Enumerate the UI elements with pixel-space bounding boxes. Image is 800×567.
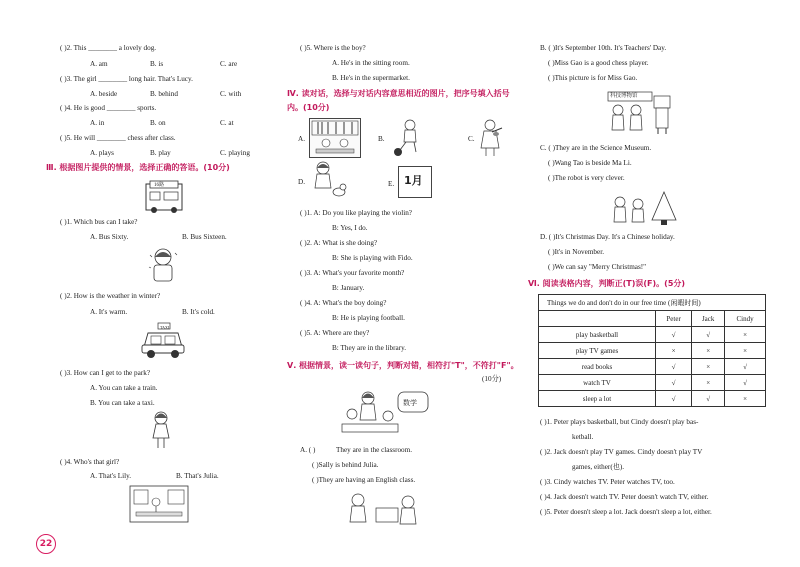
s3q2-stem: ( )2. How is the weather in winter? bbox=[60, 292, 161, 300]
statement-a-1: They are in the classroom. bbox=[336, 446, 413, 454]
statement-a-label: A. ( ) bbox=[300, 446, 316, 454]
judgement-1-line1: ( )1. Peter plays basketball, but Cindy doesn't play bas- bbox=[540, 418, 699, 426]
dialog-1-question: ( )1. A: Do you like playing the violin? bbox=[300, 209, 412, 217]
statement-d-1: D. ( )It's Christmas Day. It's a Chinese holiday. bbox=[540, 233, 675, 241]
mark-cell: √ bbox=[656, 327, 692, 343]
q2-option-a: A. am bbox=[90, 60, 108, 68]
judgement-3: ( )3. Cindy watches TV. Peter watches TV, too. bbox=[540, 478, 675, 486]
statement-b-1: B. ( )It's September 10th. It's Teachers' Day. bbox=[540, 44, 667, 52]
section-4-title-line1: Ⅳ. 读对话，选择与对话内容意思相近的图片，把序号填入括号 bbox=[287, 89, 510, 98]
statement-a-3: ( )They are having an English class. bbox=[312, 476, 416, 484]
activity-cell: sleep a lot bbox=[539, 391, 656, 407]
dialog-2-answer: B: She is playing with Fido. bbox=[332, 254, 413, 262]
dialog-3-question: ( )3. A: What's your favorite month? bbox=[300, 269, 405, 277]
girl-with-dog-image bbox=[309, 160, 347, 200]
s3q2-option-a: A. It's warm. bbox=[90, 308, 128, 316]
section-3-title: Ⅲ. 根据图片提供的情景，选择正确的答语。(10分) bbox=[46, 163, 230, 172]
taxi-sign: TAXI bbox=[160, 325, 170, 330]
section-6-title: Ⅵ. 阅读表格内容，判断正(T)误(F)。(5分) bbox=[528, 279, 686, 288]
dialog-5-question: ( )5. A: Where are they? bbox=[300, 329, 370, 337]
s3q3-option-a: A. You can take a train. bbox=[90, 384, 158, 392]
cold-girl-image bbox=[147, 247, 179, 285]
section-4-title-line2: 内。(10分) bbox=[287, 103, 330, 112]
table-row bbox=[539, 391, 766, 407]
mark-cell: × bbox=[725, 343, 766, 359]
section-5-title: Ⅴ. 根据情景，读一读句子，判断对错，相符打"T"，不符打"F"。 bbox=[287, 361, 519, 370]
s3q3-stem: ( )3. How can I get to the park? bbox=[60, 369, 151, 377]
mark-cell: × bbox=[692, 375, 725, 391]
q4-option-a: A. in bbox=[90, 119, 105, 127]
statement-b-3: ( )This picture is for Miss Gao. bbox=[548, 74, 638, 82]
q3-option-b: B. behind bbox=[150, 90, 178, 98]
mark-cell: √ bbox=[692, 327, 725, 343]
violin-girl-image bbox=[476, 118, 504, 158]
mark-cell: √ bbox=[725, 359, 766, 375]
table-header-blank bbox=[539, 311, 656, 327]
museum-sign: 科技博物馆 bbox=[610, 93, 638, 99]
table-header-jack: Jack bbox=[692, 311, 725, 327]
dialog-2-question: ( )2. A: What is she doing? bbox=[300, 239, 378, 247]
s3q4-option-a: A. That's Lily. bbox=[90, 472, 132, 480]
judgement-4: ( )4. Jack doesn't watch TV. Peter doesn't watch TV, either. bbox=[540, 493, 709, 501]
table-row bbox=[539, 343, 766, 359]
section-5-score: (10分) bbox=[482, 375, 502, 383]
s3q1-option-a: A. Bus Sixty. bbox=[90, 233, 129, 241]
c2-q5-option-b: B. He's in the supermarket. bbox=[332, 74, 410, 82]
s3q4-stem: ( )4. Who's that girl? bbox=[60, 458, 120, 466]
mark-cell: × bbox=[725, 391, 766, 407]
q2-option-b: B. is bbox=[150, 60, 164, 68]
q2-stem: ( )2. This ________ a lovely dog. bbox=[60, 44, 157, 52]
mark-cell: √ bbox=[656, 391, 692, 407]
mark-cell: √ bbox=[692, 391, 725, 407]
q3-option-c: C. with bbox=[220, 90, 242, 98]
judgement-5: ( )5. Peter doesn't sleep a lot. Jack doesn't sleep a lot, either. bbox=[540, 508, 712, 516]
free-time-table bbox=[538, 294, 766, 407]
calendar-text: 1月 bbox=[404, 174, 423, 187]
s3q2-option-b: B. It's cold. bbox=[182, 308, 215, 316]
statement-a-2: ( )Sally is behind Julia. bbox=[312, 461, 379, 469]
mark-cell: × bbox=[692, 359, 725, 375]
mark-cell: √ bbox=[656, 359, 692, 375]
football-boy-image bbox=[390, 118, 426, 158]
judgement-1-line2: ketball. bbox=[572, 433, 594, 441]
picture-label-e: E. bbox=[388, 180, 395, 188]
classroom-scene-image bbox=[128, 482, 190, 524]
mark-cell: √ bbox=[725, 375, 766, 391]
dialog-1-answer: B: Yes, I do. bbox=[332, 224, 368, 232]
q4-stem: ( )4. He is good ________ sports. bbox=[60, 104, 157, 112]
judgement-2-line2: games, either(也). bbox=[572, 463, 625, 471]
dialog-5-answer: B: They are in the library. bbox=[332, 344, 407, 352]
table-row bbox=[539, 375, 766, 391]
statement-c-2: ( )Wang Tao is beside Ma Li. bbox=[548, 159, 632, 167]
q5-stem: ( )5. He will ________ chess after class. bbox=[60, 134, 176, 142]
statement-c-3: ( )The robot is very clever. bbox=[548, 174, 625, 182]
judgement-2-line1: ( )2. Jack doesn't play TV games. Cindy doesn't play TV bbox=[540, 448, 703, 456]
christmas-image bbox=[604, 190, 690, 226]
activity-cell: watch TV bbox=[539, 375, 656, 391]
board-text: 数学 bbox=[403, 399, 417, 407]
activity-cell: play TV games bbox=[539, 343, 656, 359]
mark-cell: × bbox=[725, 327, 766, 343]
table-header-cindy: Cindy bbox=[725, 311, 766, 327]
table-caption: Things we do and don't do in our free time (闲暇时间) bbox=[539, 295, 766, 311]
mark-cell: × bbox=[656, 343, 692, 359]
q4-option-c: C. at bbox=[220, 119, 234, 127]
picture-label-d: D. bbox=[298, 178, 305, 186]
q4-option-b: B. on bbox=[150, 119, 166, 127]
page-number: 22 bbox=[36, 534, 56, 554]
teachers-day-image bbox=[336, 490, 428, 530]
dialog-3-answer: B: January. bbox=[332, 284, 365, 292]
activity-cell: read books bbox=[539, 359, 656, 375]
q5-option-a: A. plays bbox=[90, 149, 114, 157]
table-row bbox=[539, 327, 766, 343]
s3q3-option-b: B. You can take a taxi. bbox=[90, 399, 155, 407]
picture-label-b: B. bbox=[378, 135, 385, 143]
q2-option-c: C. are bbox=[220, 60, 238, 68]
s3q4-option-b: B. That's Julia. bbox=[176, 472, 219, 480]
c2-q5-stem: ( )5. Where is the boy? bbox=[300, 44, 366, 52]
table-header-peter: Peter bbox=[656, 311, 692, 327]
table-row bbox=[539, 359, 766, 375]
q5-option-c: C. playing bbox=[220, 149, 250, 157]
statement-c-1: C. ( )They are in the Science Museum. bbox=[540, 144, 652, 152]
dialog-4-question: ( )4. A: What's the boy doing? bbox=[300, 299, 387, 307]
math-class-image bbox=[338, 386, 432, 436]
picture-label-c: C. bbox=[468, 135, 475, 143]
s3q1-stem: ( )1. Which bus can I take? bbox=[60, 218, 138, 226]
s3q1-option-b: B. Bus Sixteen. bbox=[182, 233, 227, 241]
activity-cell: play basketball bbox=[539, 327, 656, 343]
girl-image bbox=[150, 410, 172, 450]
dialog-4-answer: B: He is playing football. bbox=[332, 314, 405, 322]
q3-option-a: A. beside bbox=[90, 90, 118, 98]
q5-option-b: B. play bbox=[150, 149, 171, 157]
c2-q5-option-a: A. He's in the sitting room. bbox=[332, 59, 410, 67]
library-image bbox=[309, 118, 361, 158]
picture-label-a: A. bbox=[298, 135, 305, 143]
statement-b-2: ( )Miss Gao is a good chess player. bbox=[548, 59, 649, 67]
mark-cell: √ bbox=[656, 375, 692, 391]
statement-d-3: ( )We can say "Merry Christmas!" bbox=[548, 263, 647, 271]
mark-cell: × bbox=[692, 343, 725, 359]
bus-sign: 16路 bbox=[154, 183, 165, 188]
statement-d-2: ( )It's in November. bbox=[548, 248, 604, 256]
q3-stem: ( )3. The girl ________ long hair. That's Lucy. bbox=[60, 75, 193, 83]
